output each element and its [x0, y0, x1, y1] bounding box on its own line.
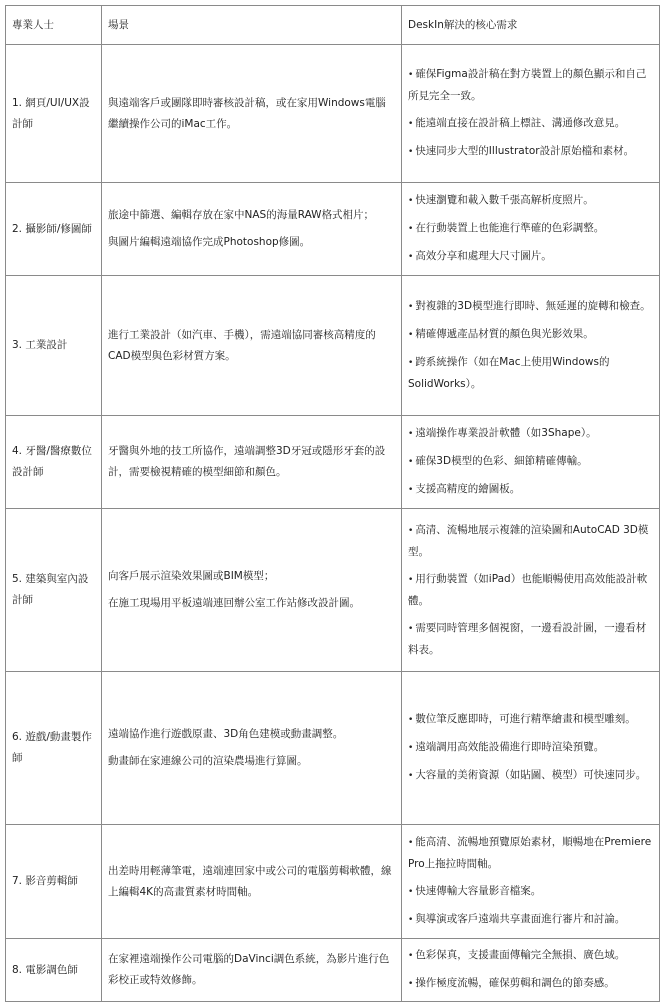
table-row	[6, 825, 660, 939]
table-header-row	[6, 6, 660, 45]
scenario-text: 進行工業設計（如汽車、手機），需遠端協同審核高精度的CAD模型與色彩材質方案。	[108, 328, 376, 362]
professional-cell: 8. 電影調色師	[6, 939, 102, 1002]
need-text: 確保3D模型的色彩、細節精確傳輸。	[415, 455, 588, 467]
bullet-icon: •	[408, 915, 414, 925]
scenario-text: 出差時用輕薄筆電，遠端連回家中或公司的電腦剪輯軟體，線上編輯4K的高畫質素材時間軸。	[108, 864, 392, 898]
need-text: 跨系統操作（如在Mac上使用Windows的SolidWorks）。	[408, 356, 610, 390]
header-core-needs: DeskIn解決的核心需求	[402, 6, 660, 45]
need-text: 與導演或客戶遠端共享畫面進行審片和討論。	[415, 913, 626, 925]
need-item	[408, 296, 653, 318]
need-item	[408, 520, 653, 563]
bullet-icon: •	[408, 119, 414, 129]
scenario-cell	[102, 509, 402, 672]
bullet-icon: •	[408, 457, 414, 467]
need-item	[408, 618, 653, 661]
need-text: 色彩保真，支援畫面傳輸完全無損、廣色域。	[415, 949, 626, 961]
professional-cell: 6. 遊戲/動畫製作師	[6, 672, 102, 825]
need-item	[408, 451, 653, 473]
need-text: 遠端調用高效能設備進行即時渲染預覽。	[415, 741, 605, 753]
need-item	[408, 113, 653, 135]
need-item	[408, 945, 653, 967]
scenario-text: 遠端協作進行遊戲原畫、3D角色建模或動畫調整。	[108, 728, 344, 740]
need-text: 能高清、流暢地預覽原始素材，順暢地在Premiere Pro上拖拉時間軸。	[408, 836, 652, 870]
bullet-icon: •	[408, 147, 414, 157]
need-text: 高清、流暢地展示複雜的渲染圖和AutoCAD 3D模型。	[408, 523, 649, 558]
scenario-cell	[102, 825, 402, 939]
need-item	[408, 352, 653, 395]
scenario-cell	[102, 416, 402, 509]
scenario-text: 與遠端客戶或團隊即時審核設計稿，或在家用Windows電腦繼續操作公司的iMac工作。	[108, 96, 386, 130]
scenario-cell	[102, 939, 402, 1002]
bullet-icon: •	[408, 224, 414, 234]
need-text: 確保Figma設計稿在對方裝置上的顏色顯示和自己所見完全一致。	[408, 68, 647, 102]
bullet-icon: •	[408, 70, 414, 80]
core-needs-cell	[402, 183, 660, 276]
core-needs-cell	[402, 509, 660, 672]
need-item	[408, 909, 653, 931]
need-text: 快速同步大型的Illustrator設計原始檔和素材。	[415, 145, 635, 157]
professional-cell: 2. 攝影師/修圖師	[6, 183, 102, 276]
core-needs-cell	[402, 416, 660, 509]
professional-cell: 1. 網頁/UI/UX設計師	[6, 45, 102, 183]
bullet-icon: •	[408, 196, 414, 206]
professional-cell: 5. 建築與室內設計師	[6, 509, 102, 672]
professional-cell: 4. 牙醫/醫療數位設計師	[6, 416, 102, 509]
scenario-text: 向客戶展示渲染效果圖或BIM模型；	[108, 570, 275, 582]
requirements-table	[5, 5, 660, 1002]
need-text: 精確傳遞產品材質的顏色與光影效果。	[415, 328, 594, 340]
need-item	[408, 423, 653, 445]
need-text: 高效分享和處理大尺寸圖片。	[415, 250, 552, 262]
professional-cell: 3. 工業設計	[6, 276, 102, 416]
table-row	[6, 672, 660, 825]
need-item	[408, 190, 653, 212]
scenario-cell	[102, 672, 402, 825]
scenario-text: 與圖片編輯遠端協作完成Photoshop修圖。	[108, 236, 311, 248]
need-item	[408, 141, 653, 163]
bullet-icon: •	[408, 951, 414, 961]
need-text: 數位筆反應即時，可進行精準繪畫和模型雕刻。	[415, 713, 636, 725]
need-item	[408, 246, 653, 268]
scenario-text: 旅途中篩選、編輯存放在家中NAS的海量RAW格式相片；	[108, 209, 375, 221]
need-text: 對複雜的3D模型進行即時、無延遲的旋轉和檢查。	[415, 300, 651, 312]
need-item	[408, 324, 653, 346]
need-item	[408, 973, 653, 995]
bullet-icon: •	[408, 485, 414, 495]
core-needs-cell	[402, 45, 660, 183]
need-text: 快速瀏覽和載入數千張高解析度照片。	[415, 194, 594, 206]
professional-cell: 7. 影音剪輯師	[6, 825, 102, 939]
need-item	[408, 709, 653, 731]
need-text: 需要同時管理多個視窗，一邊看設計圖，一邊看材料表。	[408, 621, 647, 656]
table-row	[6, 939, 660, 1002]
need-text: 用行動裝置（如iPad）也能順暢使用高效能設計軟體。	[408, 572, 648, 607]
bullet-icon: •	[408, 715, 414, 725]
need-item	[408, 218, 653, 240]
bullet-icon: •	[408, 887, 414, 897]
need-text: 操作極度流暢，確保剪輯和調色的節奏感。	[415, 977, 615, 989]
table-row	[6, 45, 660, 183]
bullet-icon: •	[408, 574, 414, 585]
bullet-icon: •	[408, 743, 414, 753]
header-scenario: 場景	[102, 6, 402, 45]
core-needs-cell	[402, 939, 660, 1002]
need-item	[408, 479, 653, 501]
bullet-icon: •	[408, 838, 414, 848]
core-needs-cell	[402, 672, 660, 825]
scenario-text: 動畫師在家連線公司的渲染農場進行算圖。	[108, 755, 308, 767]
table-row	[6, 509, 660, 672]
need-text: 能遠端直接在設計稿上標註、溝通修改意見。	[415, 117, 626, 129]
scenario-text: 在施工現場用平板遠端連回辦公室工作站修改設計圖。	[108, 597, 360, 609]
bullet-icon: •	[408, 330, 414, 340]
table-row	[6, 416, 660, 509]
table-row	[6, 276, 660, 416]
need-item	[408, 832, 653, 875]
need-text: 快速傳輸大容量影音檔案。	[415, 885, 542, 897]
bullet-icon: •	[408, 979, 414, 989]
scenario-cell	[102, 276, 402, 416]
need-item	[408, 737, 653, 759]
need-text: 在行動裝置上也能進行準確的色彩調整。	[415, 222, 605, 234]
bullet-icon: •	[408, 358, 414, 368]
need-item	[408, 64, 653, 107]
need-item	[408, 569, 653, 612]
need-item	[408, 765, 653, 787]
scenario-cell	[102, 45, 402, 183]
header-professional: 專業人士	[6, 6, 102, 45]
need-text: 支援高精度的繪圖板。	[415, 483, 521, 495]
scenario-text: 在家裡遠端操作公司電腦的DaVinci調色系統，為影片進行色彩校正或特效修飾。	[108, 953, 390, 986]
bullet-icon: •	[408, 252, 414, 262]
bullet-icon: •	[408, 429, 414, 439]
need-item	[408, 881, 653, 903]
bullet-icon: •	[408, 302, 414, 312]
scenario-cell	[102, 183, 402, 276]
table-row	[6, 183, 660, 276]
bullet-icon: •	[408, 771, 414, 781]
need-text: 大容量的美術資源（如貼圖、模型）可快速同步。	[415, 769, 647, 781]
scenario-text: 牙醫與外地的技工所協作，遠端調整3D牙冠或隱形牙套的設計，需要檢視精確的模型細節和顏色。	[108, 445, 386, 478]
core-needs-cell	[402, 276, 660, 416]
need-text: 遠端操作專業設計軟體（如3Shape）。	[415, 427, 597, 439]
core-needs-cell	[402, 825, 660, 939]
bullet-icon: •	[408, 623, 414, 634]
bullet-icon: •	[408, 525, 414, 536]
